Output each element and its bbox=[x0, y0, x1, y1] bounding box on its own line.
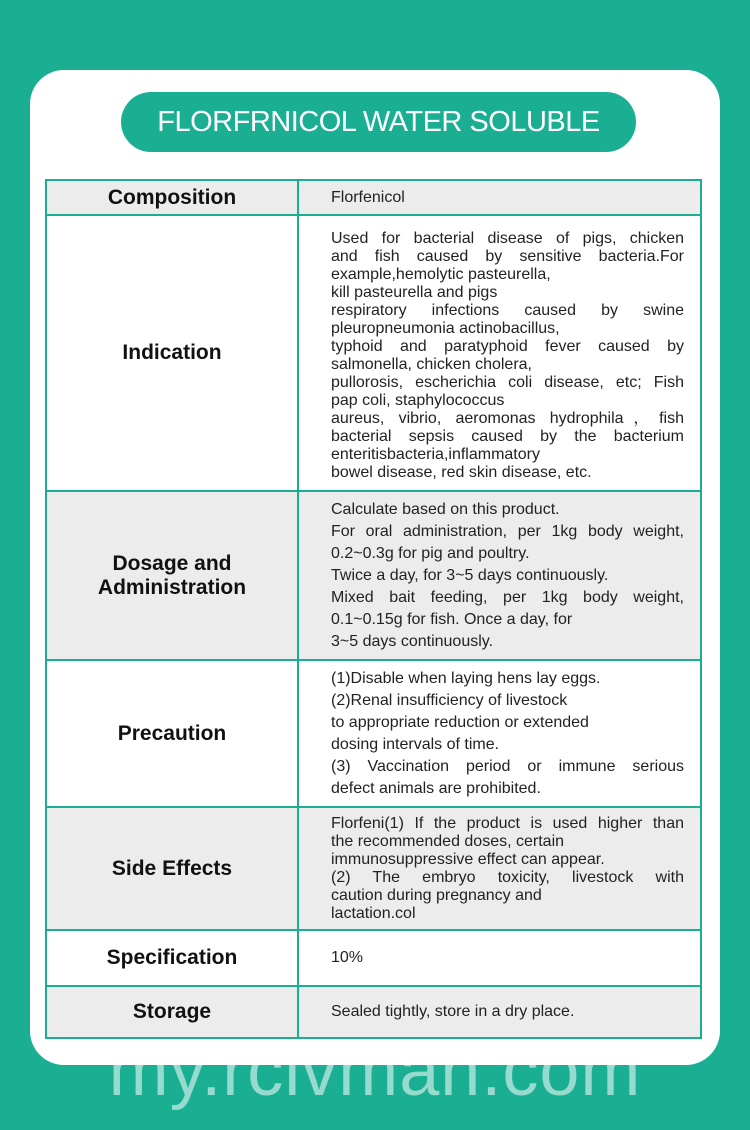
spec-table bbox=[45, 179, 702, 1039]
table-row-composition bbox=[46, 180, 701, 215]
row-label: Side Effects bbox=[46, 807, 298, 930]
watermark: my.rclvman.com bbox=[108, 1031, 642, 1111]
table-row-precaution bbox=[46, 660, 701, 807]
row-value: (1)Disable when laying hens lay eggs. (2)Renal insufficiency of livestock to appropriate reduction or extended dosing intervals of time. (3) Vaccination period or immune serious defect animals are prohibited. bbox=[298, 660, 701, 807]
table-row-dosage bbox=[46, 491, 701, 660]
row-value: Calculate based on this product. For oral administration, per 1kg body weight, 0.2~0.3g for pig and poultry. Twice a day, for 3~5 days continuously. Mixed bait feeding, per 1kg body weight, 0.1~0.15g for fish. Once a day, for 3~5 days continuously. bbox=[298, 491, 701, 660]
row-value: Florfeni(1) If the product is used higher than the recommended doses, certain immunosuppressive effect can appear. (2) The embryo toxicity, livestock with caution during pregnancy and lactation.col bbox=[298, 807, 701, 930]
row-label: Indication bbox=[46, 215, 298, 491]
row-value: Used for bacterial disease of pigs, chicken and fish caused by sensitive bacteria.For example,hemolytic pasteurella, kill pasteurella and pigs respiratory infections caused by swine pleuropneumonia actinobacillus, typhoid and paratyphoid fever caused by salmonella, chicken cholera, pullorosis, escherichia coli disease, etc; Fish pap coli, staphylococcus aureus, vibrio, aeromonas hydrophila，fish bacterial sepsis caused by the bacterium enteritisbacteria,inflammatory bowel disease, red skin disease, etc. bbox=[298, 215, 701, 491]
table-row-indication bbox=[46, 215, 701, 491]
row-label: Precaution bbox=[46, 660, 298, 807]
table-row-side-effects bbox=[46, 807, 701, 930]
row-value: Sealed tightly, store in a dry place. bbox=[298, 986, 701, 1038]
row-value: 10% bbox=[298, 930, 701, 986]
row-label: Storage bbox=[46, 986, 298, 1038]
row-label: Dosage and Administration bbox=[46, 491, 298, 660]
row-value: Florfenicol bbox=[298, 180, 701, 215]
page-title: FLORFRNICOL WATER SOLUBLE bbox=[121, 92, 636, 152]
row-label: Composition bbox=[46, 180, 298, 215]
table-row-specification bbox=[46, 930, 701, 986]
row-label: Specification bbox=[46, 930, 298, 986]
